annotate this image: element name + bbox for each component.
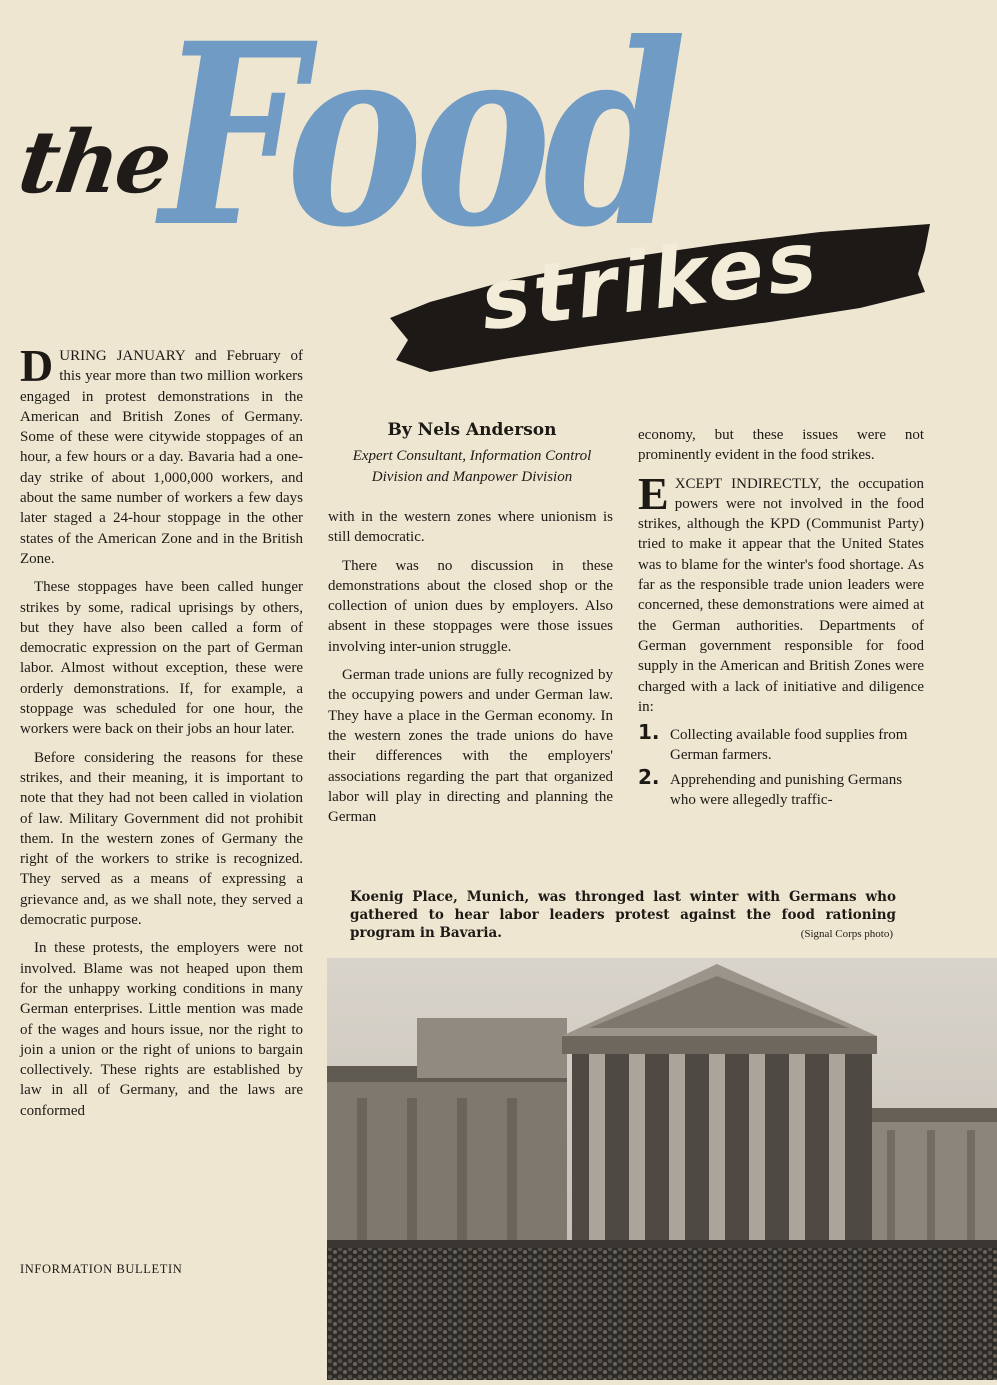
photo-koenig-place xyxy=(327,958,997,1380)
title-food: Food xyxy=(160,0,679,282)
numbered-list xyxy=(638,720,924,810)
author-name: By Nels Anderson xyxy=(387,420,557,440)
article-column-2 xyxy=(328,507,613,835)
list-number: 2. xyxy=(638,764,660,789)
paragraph xyxy=(638,467,924,718)
paragraph: These stoppages have been called hunger strikes by some, radical uprisings by others, but they have also been called a form of democratic expression on the part of German labor. Almost without exception, these were orderly demonstrations. If, for example, a stoppage was scheduled for one hour, the workers were back on their jobs an hour later. xyxy=(20,579,303,738)
title-the: the xyxy=(12,112,176,213)
list-item xyxy=(638,764,924,811)
photo-caption: Koenig Place, Munich, was thronged last winter with Germans who gathered to hear labor leaders protest against the food rationing program in Bavaria. xyxy=(350,889,896,941)
footer-publication: INFORMATION BULLETIN xyxy=(20,1262,183,1276)
paragraph: German trade unions are fully recognized by the occupying powers and under German law. They have a place in the German economy. In the western zones the trade unions do have their differences with the employers' associations regarding the part that organized labor will play in directing and planning the German xyxy=(328,667,613,826)
list-item-text: Collecting available food supplies from German farmers. xyxy=(670,727,908,764)
paragraph-text: XCEPT INDIRECTLY, the occupation powers were not involved in the food strikes, although the KPD (Communist Party) tried to make it appear that the United States was to blame for the winter's food shortage. As far as the responsible trade union leaders were concerned, these demonstrations were aimed at the German authorities. Departments of German government responsible for food supply in the American and British Zones were charged with a lack of initiative and diligence in: xyxy=(638,475,924,715)
paragraph: There was no discussion in these demonstrations about the closed shop or the collection of union dues by employers. Also absent in these stoppages were those issues involving inter-union struggle. xyxy=(328,557,613,655)
paragraph: economy, but these issues were not prominently evident in the food strikes. xyxy=(638,427,924,464)
list-item-text: Apprehending and punishing Germans who were allegedly traffic- xyxy=(670,771,903,809)
byline xyxy=(328,420,616,488)
paragraph: In these protests, the employers were not involved. Blame was not heaped upon them for the unhappy working conditions in many German enterprises. Little mention was made of the wages and hours issue, nor the right to join a union or the right of unions to bargain collectively. These rights are established by law in all of Germany, and the laws are conformed xyxy=(20,940,303,1119)
drop-cap: E xyxy=(638,467,669,519)
list-item xyxy=(638,720,924,766)
article-column-1 xyxy=(20,340,303,1129)
paragraph xyxy=(20,340,303,569)
paragraph: Before considering the reasons for these strikes, and their meaning, it is important to note that they had not been called in violation of law. Military Government did not prohibit them. In the western zones of Germany the right of the workers to strike is recognized. They served as a means of expressing a grievance and, as we shall note, they served a democratic purpose. xyxy=(20,749,303,929)
paragraph: with in the western zones where unionism is still democratic. xyxy=(328,509,613,546)
title-strikes: strikes xyxy=(475,213,826,350)
title-strikes-banner xyxy=(390,213,930,377)
article-column-3 xyxy=(638,425,924,814)
drop-cap: D xyxy=(20,340,54,391)
crowd-building-photo xyxy=(327,958,997,1380)
photo-credit: (Signal Corps photo) xyxy=(800,928,893,940)
list-number: 1. xyxy=(638,720,660,745)
author-role xyxy=(328,446,616,488)
author-role-line: Division and Manpower Division xyxy=(371,469,573,485)
paragraph-text: URING JANUARY and February of this year more than two million workers engaged in protest demonstrations in the American and British Zones of Germany. Some of these were citywide stoppages of an hour, a few hours or a day. Bavaria had a one-day strike of about 1,000,000 workers, and about the same number of workers a few days later staged a 24-hour stoppage in the other states of the American Zone and in the British Zone. xyxy=(20,348,303,567)
author-role-line: Expert Consultant, Information Control xyxy=(352,448,592,464)
